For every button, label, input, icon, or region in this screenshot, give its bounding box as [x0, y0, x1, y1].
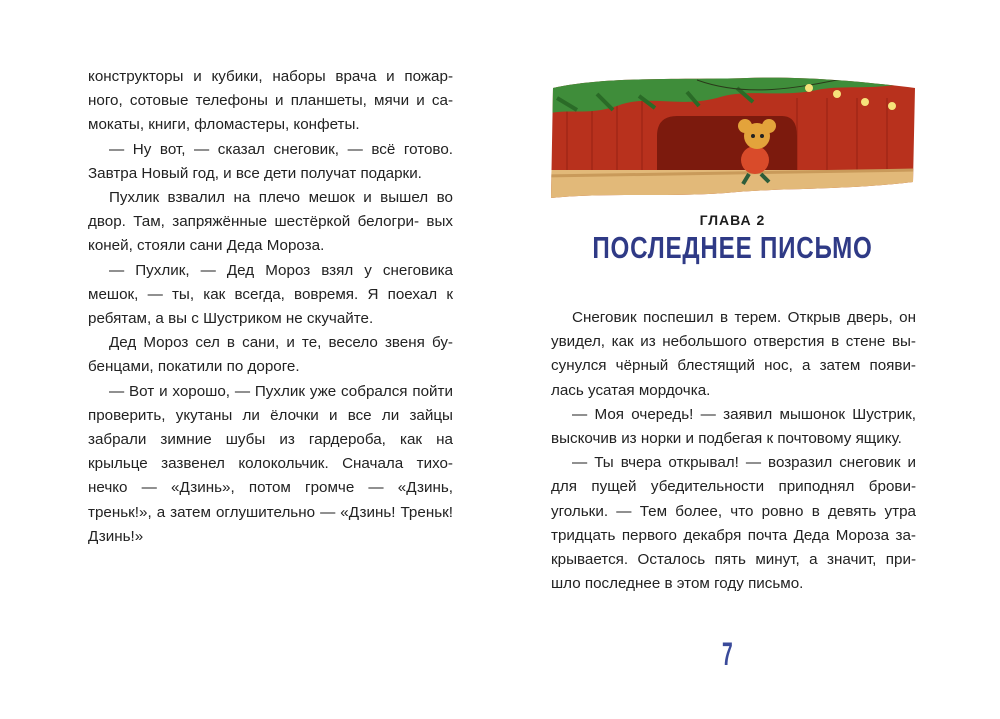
- text-line: Дзинь!»: [88, 527, 144, 545]
- paragraph: [88, 259, 453, 332]
- text-line: увидел, как из небольшого отверстия в стене вы-: [551, 333, 916, 351]
- text-line: тридцать первого декабря почта Деда Мороза за-: [551, 526, 916, 544]
- paragraph: [88, 65, 453, 138]
- paragraph: [88, 138, 453, 186]
- text-line: крывается. Осталось пять минут, а значит, при-: [551, 551, 916, 569]
- chapter-label: ГЛАВА 2: [699, 212, 766, 228]
- text-line: — Вот и хорошо, — Пухлик уже собрался: [109, 382, 408, 400]
- text-line: бенцами, покатили по дороге.: [88, 358, 300, 376]
- left-page-text: [88, 65, 453, 549]
- text-line: угольки. — Тем более, что ровно в девять утра: [551, 502, 916, 520]
- text-line: Пухлик взвалил на плечо мешок и вышел: [109, 189, 429, 207]
- text-line: — Ты вчера открывал! — возразил снеговик: [572, 454, 901, 472]
- text-line: вых коней, стояли сани Деда Мороза.: [88, 213, 453, 255]
- text-line: Дед Мороз сел в сани, и те, весело звеня бу-: [109, 334, 453, 352]
- paragraph: [88, 186, 453, 259]
- text-line: во двор. Там, запряжённые шестёркой белогри-: [88, 189, 453, 231]
- text-line: сунулся чёрный блестящий нос, а затем появи-: [551, 357, 916, 375]
- text-line: и для пущей убедительности приподнял брови-: [551, 454, 916, 496]
- text-line: Завтра Новый год, и все дети получат подарки.: [88, 164, 422, 182]
- text-line: Снеговик поспешил в терем. Открыв дверь, он: [572, 309, 916, 326]
- text-line: — Пухлик, — Дед Мороз взял у снеговика: [109, 261, 453, 279]
- chapter-illustration: [547, 58, 918, 203]
- page-number: 7: [722, 636, 733, 672]
- right-page-text: [551, 306, 916, 596]
- right-page: [500, 0, 1000, 719]
- paragraph: [88, 380, 453, 549]
- text-line: ного, сотовые телефоны и планшеты, мячи и са-: [88, 92, 453, 110]
- text-line: выскочив из норки и подбегая к почтовому ящику.: [551, 430, 902, 448]
- text-line: шло последнее в этом году письмо.: [551, 575, 804, 593]
- text-line: пойти проверить, укутаны ли ёлочки и все ли: [88, 382, 453, 424]
- text-line: к ребятам, а вы с Шустриком не скучайте.: [88, 285, 453, 328]
- text-line: треньк!», а затем оглушительно — «Дзинь! Треньк!: [88, 503, 453, 521]
- text-line: мешок, — ты, как всегда, вовремя. Я поехал: [88, 285, 438, 303]
- chapter-title: ПОСЛЕДНЕЕ ПИСЬМО: [592, 230, 873, 265]
- text-line: нечко — «Дзинь», потом громче — «Дзинь,: [88, 479, 453, 497]
- paragraph: [551, 403, 916, 451]
- text-line: конструкторы и кубики, наборы врача и пожар-: [88, 68, 453, 85]
- paragraph: [88, 331, 453, 379]
- paragraph: [551, 306, 916, 403]
- text-line: — Ну вот, — сказал снеговик, — всё готово.: [109, 140, 453, 158]
- text-line: зайцы забрали зимние шубы из гардероба, как: [88, 406, 453, 449]
- text-line: — Моя очередь! — заявил мышонок Шустрик,: [572, 405, 916, 423]
- text-line: лась усатая мордочка.: [551, 381, 711, 399]
- text-line: на крыльце зазвенел колокольчик. Сначала тихо-: [88, 431, 453, 473]
- text-line: мокаты, книги, фломастеры, конфеты.: [88, 116, 360, 134]
- paragraph: [551, 451, 916, 596]
